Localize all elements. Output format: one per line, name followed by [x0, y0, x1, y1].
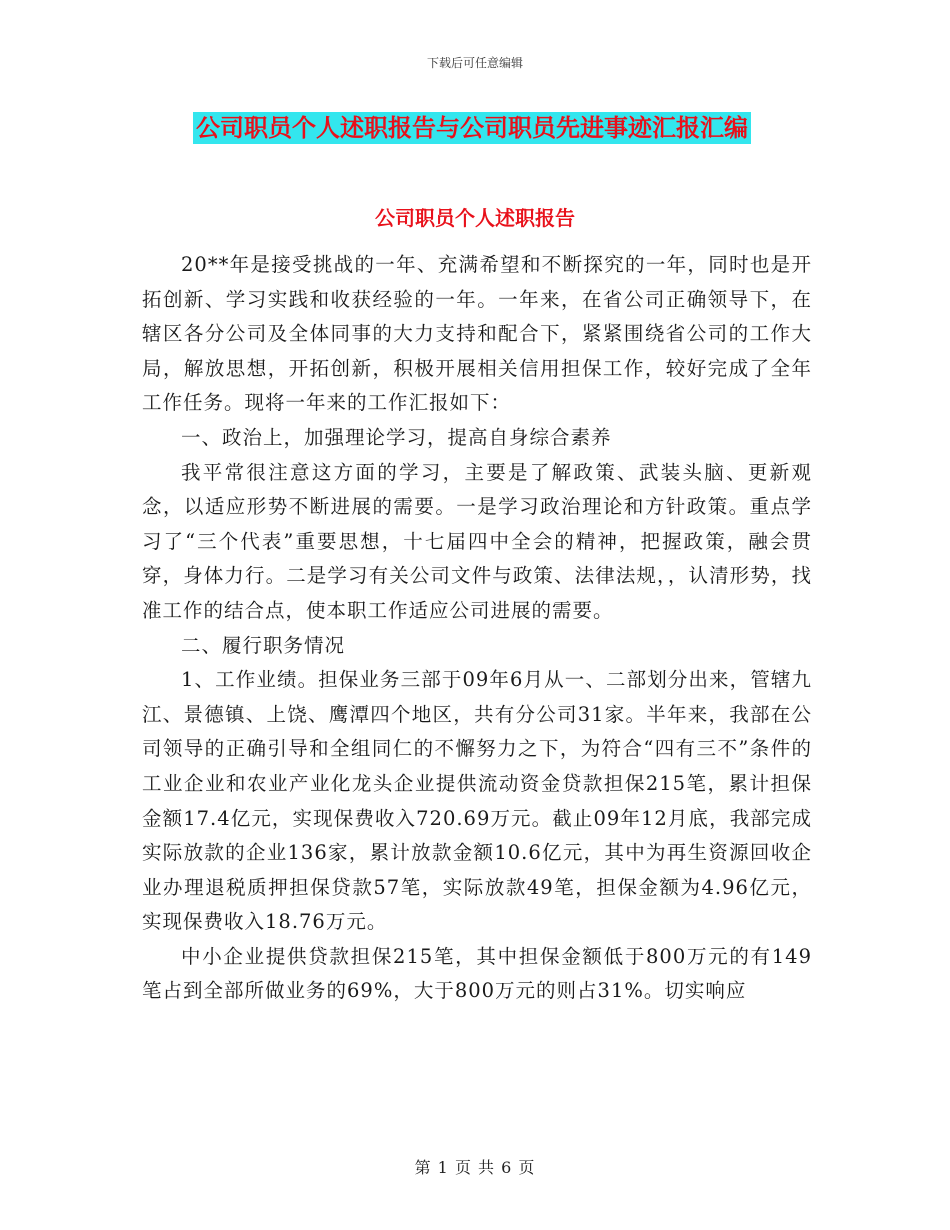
paragraph-performance: 1、工作业绩。担保业务三部于09年6月从一、二部划分出来，管辖九江、景德镇、上饶、鹰潭四个地区，共有分公司31家。半年来，我部在公司领导的正确引导和全组同仁的不懈努力之下，为符合“四有三不”条件的工业企业和农业产业化龙头企业提供流动资金贷款担保215笔，累计担保金额17.4亿元，实现保费收入720.69万元。截止09年12月底，我部完成实际放款的企业136家，累计放款金额10.6亿元，其中为再生资源回收企业办理退税质押担保贷款57笔，实际放款49笔，担保金额为4.96亿元，实现保费收入18.76万元。 [142, 668, 812, 934]
paragraph-intro: 20**年是接受挑战的一年、充满希望和不断探究的一年，同时也是开拓创新、学习实践和收获经验的一年。一年来，在省公司正确领导下，在辖区各分公司及全体同事的大力支持和配合下，紧紧围绕省公司的工作大局，解放思想，开拓创新，积极开展相关信用担保工作，较好完成了全年工作任务。现将一年来的工作汇报如下： [142, 253, 812, 415]
heading-political: 一、政治上，加强理论学习，提高自身综合素养 [181, 425, 612, 449]
section-title: 公司职员个人述职报告 [375, 206, 575, 230]
document-main-title: 公司职员个人述职报告与公司职员先进事迹汇报汇编 [193, 112, 751, 144]
paragraph-sme-guarantees: 中小企业提供贷款担保215笔，其中担保金额低于800万元的有149笔占到全部所做业务的69%，大于800万元的则占31%。切实响应 [142, 944, 812, 1003]
heading-duties: 二、履行职务情况 [181, 633, 346, 657]
page-number-footer: 第 1 页 共 6 页 [414, 1158, 536, 1177]
paragraph-study: 我平常很注意这方面的学习，主要是了解政策、武装头脑、更新观念，以适应形势不断进展的需要。一是学习政治理论和方针政策。重点学习了“三个代表”重要思想，十七届四中全会的精神，把握政策，融会贯穿，身体力行。二是学习有关公司文件与政策、法律法规，，认清形势，找准工作的结合点，使本职工作适应公司进展的需要。 [142, 460, 812, 622]
header-note: 下载后可任意编辑 [426, 56, 523, 70]
document-body [142, 248, 812, 1009]
